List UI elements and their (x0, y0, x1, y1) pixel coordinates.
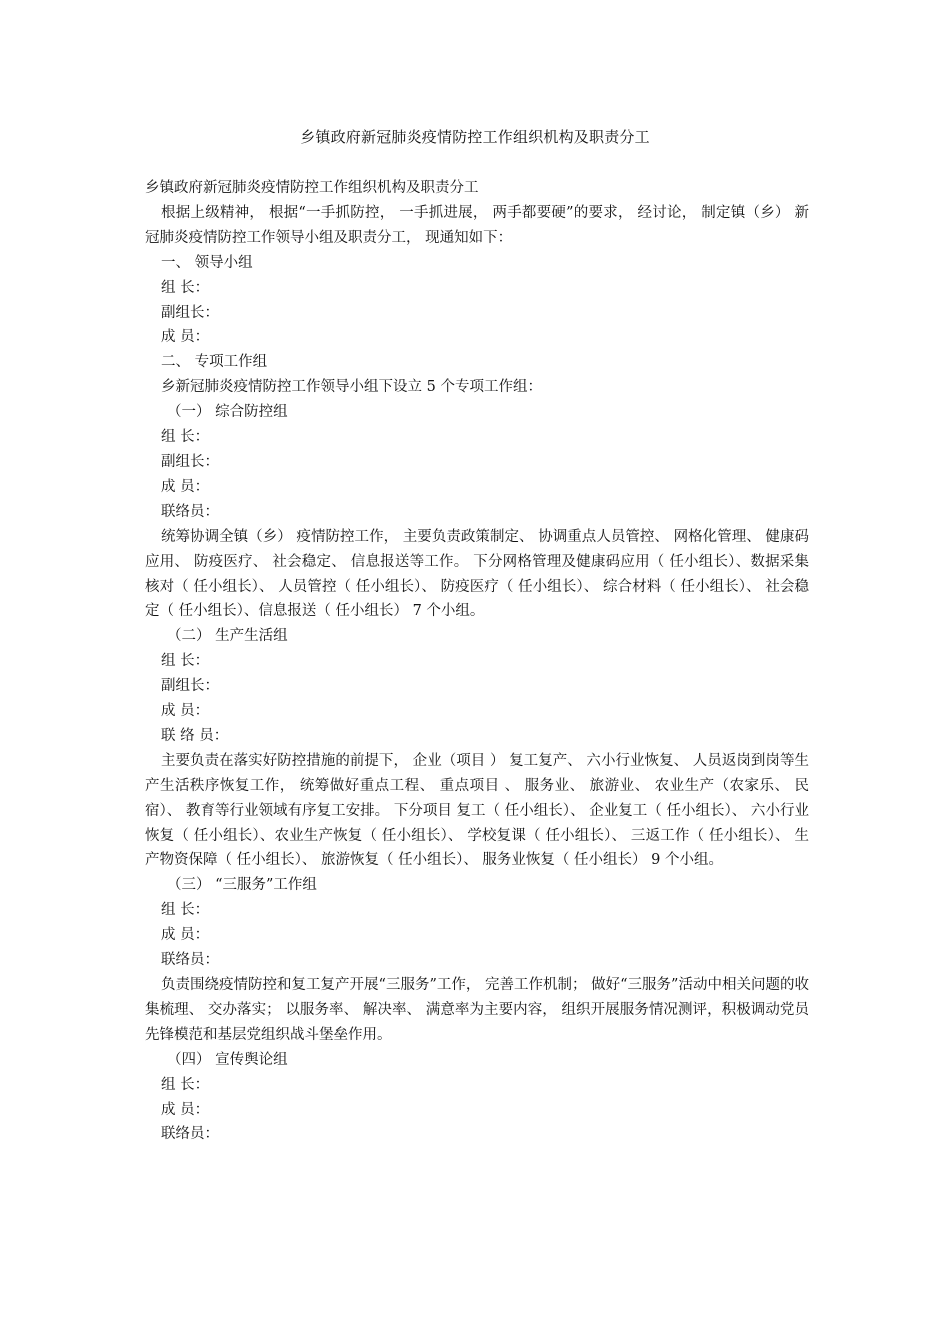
section2-heading: 二、 专项工作组 (161, 354, 268, 371)
group2-leader-label: 组 长： (161, 653, 210, 670)
group1-heading: （一） 综合防控组 (167, 404, 288, 421)
group3-liaison-label: 联络员： (161, 952, 219, 969)
group1-deputy-label: 副组长： (161, 453, 219, 470)
section1-leader-label: 组 长： (161, 279, 210, 296)
document-body (145, 176, 809, 1147)
group2-deputy-label: 副组长： (161, 678, 219, 695)
group4-liaison-label: 联络员： (161, 1126, 219, 1143)
group4-members-label: 成 员： (161, 1101, 210, 1118)
group3-leader-label: 组 长： (161, 902, 210, 919)
group2-heading: （二） 生产生活组 (167, 628, 288, 645)
section1-deputy-label: 副组长： (161, 304, 219, 321)
document-title: 乡镇政府新冠肺炎疫情防控工作组织机构及职责分工 (300, 128, 650, 146)
group4-leader-label: 组 长： (161, 1076, 210, 1093)
group2-duty-paragraph: 主要负责在落实好防控措施的前提下， 企业（项目 ） 复工复产、 六小行业恢复、 人员返岗到岗等生产生活秩序恢复工作， 统筹做好重点工程、 重点项目 、 服务业、 旅游业、 农业生产（农家乐、 民宿）、 教育等行业领域有序复工安排。 下分项目 复工（ 任小组长）、 企业复工（ 任小组长）、 六小行业恢复（ 任小组长）、农业生产恢复（ 任小组长）、 学校复课（ 任小组长）、 三返工作（ 任小组长）、 生产物资保障（ 任小组长）、 旅游恢复（ 任小组长）、 服务业恢复（ 任小组长） 9 个小组。 (145, 752, 809, 869)
group2-liaison-label: 联 络 员： (161, 727, 229, 744)
intro-paragraph: 根据上级精神， 根据“一手抓防控， 一手抓进展， 两手都要硬”的要求， 经讨论， 制定镇（乡） 新冠肺炎疫情防控工作领导小组及职责分工， 现通知如下： (145, 204, 809, 246)
group3-members-label: 成 员： (161, 927, 210, 944)
group1-members-label: 成 员： (161, 478, 210, 495)
group1-liaison-label: 联络员： (161, 503, 219, 520)
section1-members-label: 成 员： (161, 329, 210, 346)
group2-members-label: 成 员： (161, 703, 210, 720)
group4-heading: （四） 宣传舆论组 (167, 1051, 288, 1068)
document-subtitle: 乡镇政府新冠肺炎疫情防控工作组织机构及职责分工 (145, 180, 479, 196)
group3-heading: （三） “三服务”工作组 (167, 877, 317, 894)
section2-intro: 乡新冠肺炎疫情防控工作领导小组下设立 5 个专项工作组： (161, 379, 542, 396)
group3-duty-paragraph: 负责围绕疫情防控和复工复产开展“三服务”工作， 完善工作机制； 做好“三服务”活动中相关问题的收集梳理、 交办落实； 以服务率、 解决率、 满意率为主要内容， 组织开展服务情况测评，积极调动党员先锋模范和基层党组织战斗堡垒作用。 (145, 977, 809, 1043)
group1-leader-label: 组 长： (161, 429, 210, 446)
group1-duty-paragraph: 统筹协调全镇（乡） 疫情防控工作， 主要负责政策制定、 协调重点人员管控、 网格化管理、 健康码应用、 防疫医疗、 社会稳定、 信息报送等工作。 下分网格管理及健康码应用（ 任小组长）、数据采集核对（ 任小组长）、 人员管控（ 任小组长）、 防疫医疗（ 任小组长）、 综合材料（ 任小组长）、 社会稳定（ 任小组长）、信息报送（ 任小组长） 7 个小组。 (145, 528, 809, 620)
section1-heading: 一、 领导小组 (161, 254, 253, 271)
